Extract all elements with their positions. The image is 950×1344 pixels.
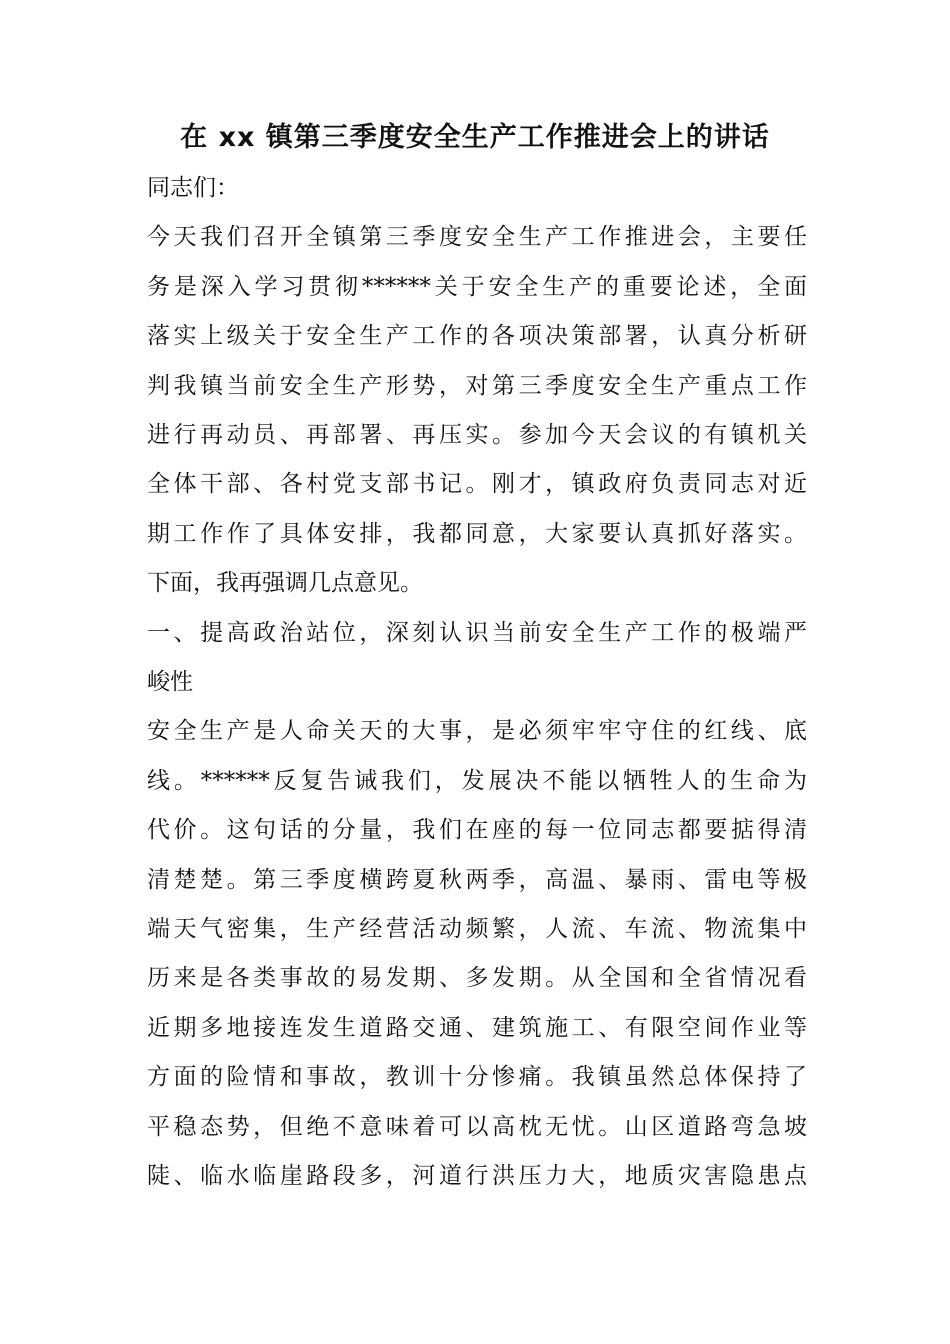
text-line: 判我镇当前安全生产形势，对第三季度安全生产重点工作 (147, 372, 807, 399)
text-line: 期工作作了具体安排，我都同意，大家要认真抓好落实。 (147, 520, 807, 547)
text-line: 下面，我再强调几点意见。 (147, 570, 423, 597)
text-line: 清楚楚。第三季度横跨夏秋两季，高温、暴雨、雷电等极 (147, 866, 807, 893)
text-line: 落实上级关于安全生产工作的各项决策部署，认真分析研 (147, 323, 807, 350)
text-line: 今天我们召开全镇第三季度安全生产工作推进会，主要任 (147, 224, 807, 251)
text-line: 方面的险情和事故，教训十分惨痛。我镇虽然总体保持了 (147, 1064, 807, 1091)
text-line: 历来是各类事故的易发期、多发期。从全国和全省情况看 (147, 965, 807, 992)
text-line: 安全生产是人命关天的大事，是必须牢牢守住的红线、底 (147, 718, 807, 745)
text-line: 务是深入学习贯彻******关于安全生产的重要论述，全面 (147, 273, 807, 300)
document-title: 在 xx 镇第三季度安全生产工作推进会上的讲话 (180, 122, 770, 153)
text-line: 端天气密集，生产经营活动频繁，人流、车流、物流集中 (147, 916, 807, 942)
text-line: 一、提高政治站位，深刻认识当前安全生产工作的极端严 (147, 619, 807, 646)
text-line: 近期多地接连发生道路交通、建筑施工、有限空间作业等 (147, 1014, 807, 1041)
text-line: 平稳态势，但绝不意味着可以高枕无忧。山区道路弯急坡 (147, 1113, 807, 1140)
text-line: 陡、临水临崖路段多，河道行洪压力大，地质灾害隐患点 (147, 1163, 807, 1189)
text-line: 全体干部、各村党支部书记。刚才，镇政府负责同志对近 (147, 471, 807, 498)
text-line: 线。******反复告诫我们，发展决不能以牺牲人的生命为 (147, 767, 807, 794)
text-line: 峻性 (147, 669, 193, 695)
text-line: 同志们： (147, 175, 239, 201)
text-line: 代价。这句话的分量，我们在座的每一位同志都要掂得清 (147, 817, 807, 844)
text-line: 进行再动员、再部署、再压实。参加今天会议的有镇机关 (147, 422, 807, 448)
